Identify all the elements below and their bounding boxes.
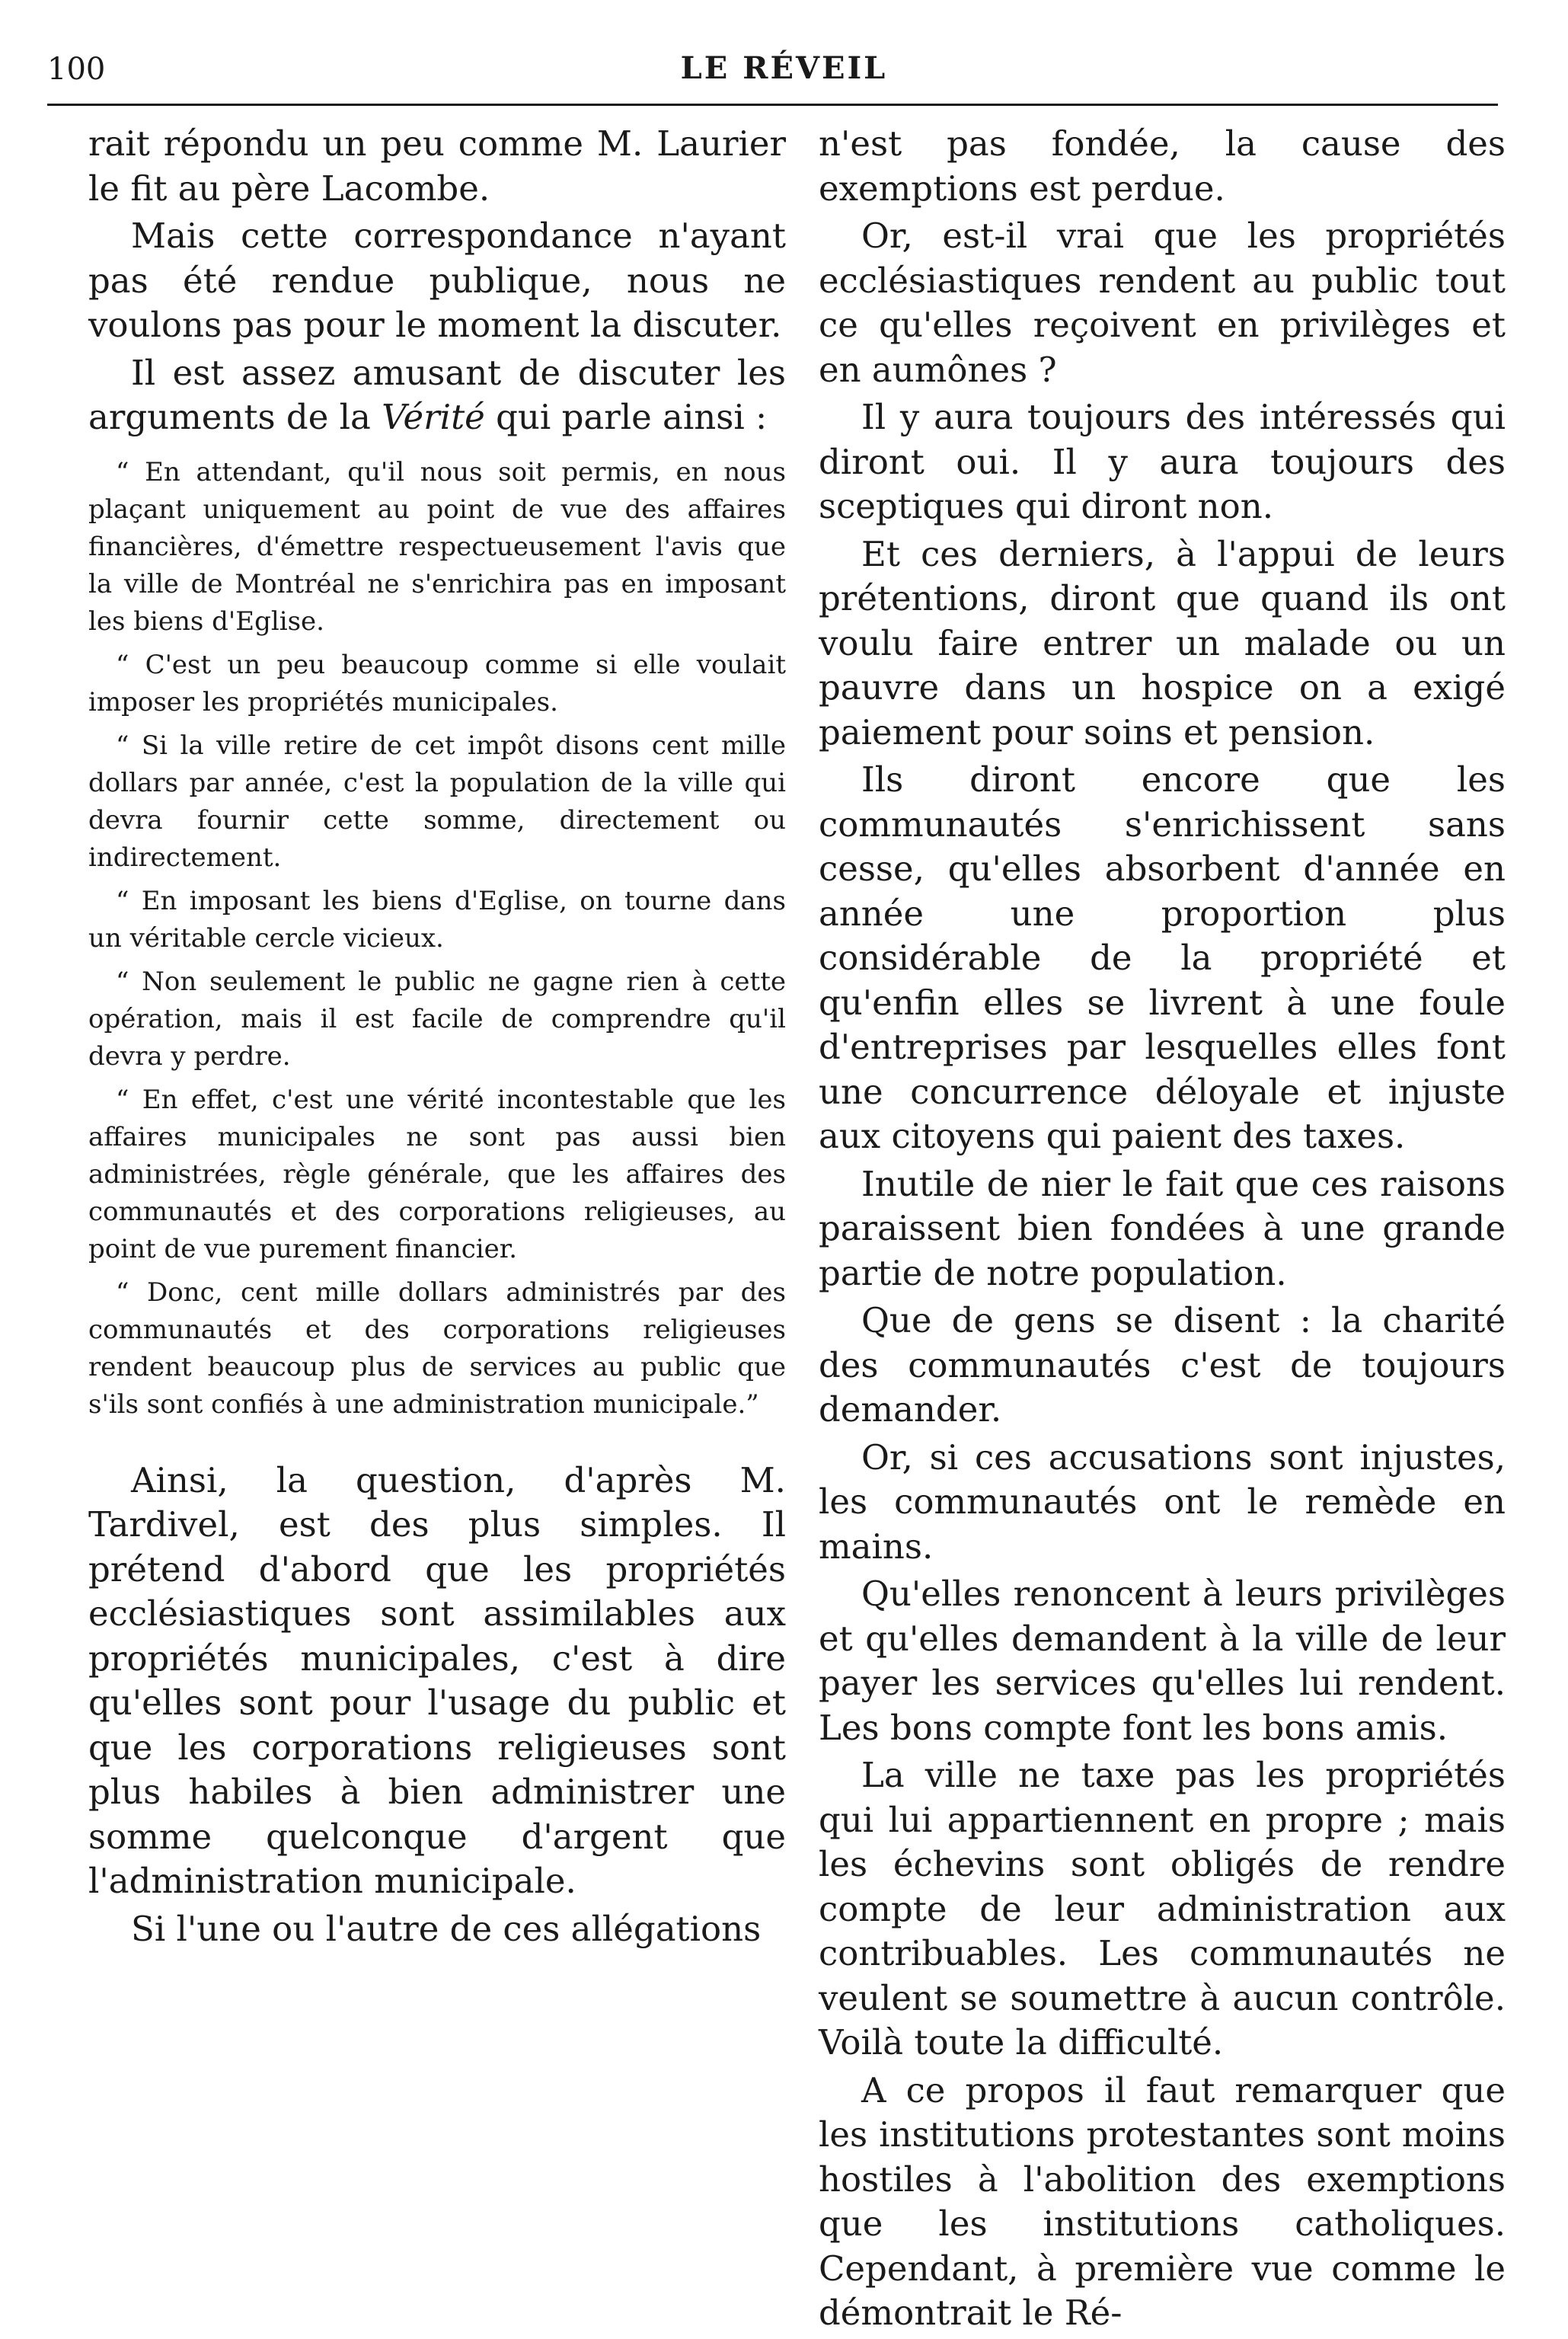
paragraph: Inutile de nier le fait que ces raisons paraissent bien fondées à une grande partie de notre population.	[819, 1163, 1506, 1293]
paragraph: A ce propos il faut remarquer que les institutions protestantes sont moins hostiles à l'abolition des exemptions que les institutions catholiques. Cependant, à première vue comme le démontrait le Ré-	[819, 2069, 1506, 2333]
page-number: 100	[47, 52, 106, 87]
header-rule	[47, 104, 1498, 106]
left-column	[88, 122, 786, 1954]
paragraph: Il y aura toujours des intéressés qui diront oui. Il y aura toujours des sceptiques qui diront non.	[819, 397, 1506, 526]
paragraph: Si l'une ou l'autre de ces allégations	[131, 1908, 762, 1949]
quote-paragraph: “ En imposant les biens d'Eglise, on tourne dans un véritable cercle vicieux.	[88, 885, 786, 954]
quote-paragraph: “ En effet, c'est une vérité incontestable que les affaires municipales ne sont pas aussi bien administrées, règle générale, que les affaires des communautés et des corporations religieuses, au point de vue purement financier.	[88, 1084, 786, 1264]
text-run: qui parle ainsi :	[484, 397, 768, 437]
paragraph: Or, si ces accusations sont injustes, les communautés ont le remède en mains.	[819, 1436, 1506, 1567]
paragraph: La ville ne taxe pas les propriétés qui lui appartiennent en propre ; mais les échevins sont obligés de rendre compte de leur administration aux contribuables. Les communautés ne veulent se soumettre à aucun contrôle. Voilà toute la difficulté.	[819, 1755, 1506, 2063]
quote-paragraph: “ Donc, cent mille dollars administrés par des communautés et des corporations religieuses rendent beaucoup plus de services au public que s'ils sont confiés à une administration municipale.”	[88, 1277, 786, 1420]
right-column	[819, 122, 1506, 2339]
paragraph: Ainsi, la question, d'après M. Tardivel, est des plus simples. Il prétend d'abord que les propriétés ecclésiastiques sont assimilables aux propriétés municipales, c'est à dire qu'elles sont pour l'usage du public et que les corporations religieuses sont plus habiles à bien administrer une somme quelconque d'argent que l'administration municipale.	[88, 1459, 786, 1901]
paragraph: rait répondu un peu comme M. Laurier le fit au père Lacombe.	[88, 123, 786, 209]
quote-paragraph: “ C'est un peu beaucoup comme si elle voulait imposer les propriétés municipales.	[88, 649, 786, 717]
italic-title: Vérité	[382, 397, 485, 437]
block-quote	[88, 454, 786, 1424]
running-title: LE RÉVEIL	[680, 50, 888, 86]
quote-paragraph: “ Non seulement le public ne gagne rien à cette opération, mais il est facile de comprendre qu'il devra y perdre.	[88, 966, 786, 1072]
quote-paragraph: “ Si la ville retire de cet impôt disons cent mille dollars par année, c'est la population de la ville qui devra fournir cette somme, directement ou indirectement.	[88, 730, 786, 873]
paragraph: n'est pas fondée, la cause des exemptions est perdue.	[819, 123, 1506, 209]
paragraph: Ils diront encore que les communautés s'enrichissent sans cesse, qu'elles absorbent d'année en année une proportion plus considérable de la propriété et qu'enfin elles se livrent à une foule d'entreprises par lesquelles elles font une concurrence déloyale et injuste aux citoyens qui paient des taxes.	[819, 759, 1506, 1156]
paragraph: Mais cette correspondance n'ayant pas été rendue publique, nous ne voulons pas pour le moment la discuter.	[88, 216, 786, 345]
paragraph	[88, 351, 786, 440]
text-run: Il est assez amusant de discuter les arguments de la	[88, 352, 786, 437]
quote-paragraph: “ En attendant, qu'il nous soit permis, en nous plaçant uniquement au point de vue des affaires financières, d'émettre respectueusement l'avis que la ville de Montréal ne s'enrichira pas en imposant les biens d'Eglise.	[88, 456, 786, 637]
paragraph: Qu'elles renoncent à leurs privilèges et qu'elles demandent à la ville de leur payer les services qu'elles lui rendent. Les bons compte font les bons amis.	[819, 1574, 1506, 1748]
paragraph: Or, est-il vrai que les propriétés ecclésiastiques rendent au public tout ce qu'elles reçoivent en privilèges et en aumônes ?	[819, 216, 1506, 390]
paragraph: Et ces derniers, à l'appui de leurs prétentions, diront que quand ils ont voulu faire entrer un malade ou un pauvre dans un hospice on a exigé paiement pour soins et pension.	[819, 533, 1506, 753]
paragraph: Que de gens se disent : la charité des communautés c'est de toujours demander.	[819, 1300, 1506, 1430]
